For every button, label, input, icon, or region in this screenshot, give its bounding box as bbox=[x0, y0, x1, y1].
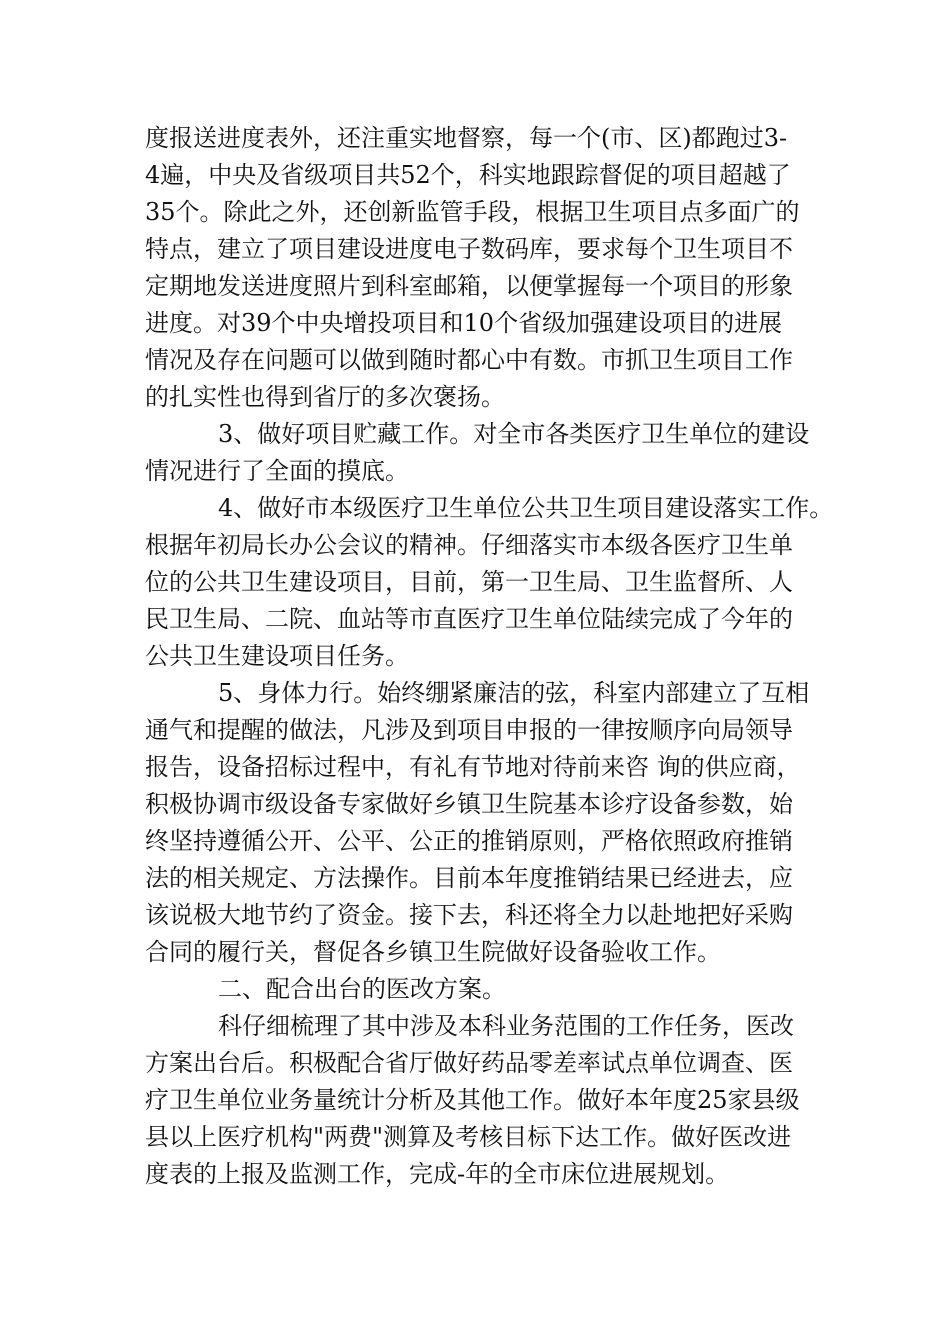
paragraph-start-line: 科仔细梳理了其中涉及本科业务范围的工作任务，医改 bbox=[218, 1012, 794, 1040]
text-line: 定期地发送进度照片到科室邮箱，以便掌握每一个项目的形象 bbox=[145, 272, 793, 300]
text-line: 进度。对39个中央增投项目和10个省级加强建设项目的进展 bbox=[145, 309, 783, 337]
section-heading: 二、配合出台的医改方案。 bbox=[218, 975, 506, 1003]
text-line: 度报送进度表外，还注重实地督察，每一个(市、区)都跑过3- bbox=[145, 124, 788, 152]
text-line: 民卫生局、二院、血站等市直医疗卫生单位陆续完成了今年的 bbox=[145, 605, 793, 633]
text-line: 特点，建立了项目建设进度电子数码库，要求每个卫生项目不 bbox=[145, 235, 793, 263]
text-line: 公共卫生建设项目任务。 bbox=[145, 642, 409, 670]
text-line: 情况进行了全面的摸底。 bbox=[145, 457, 409, 485]
text-line: 终坚持遵循公开、公平、公正的推销原则，严格依照政府推销 bbox=[145, 827, 793, 855]
text-line: 法的相关规定、方法操作。目前本年度推销结果已经进去，应 bbox=[145, 864, 793, 892]
text-line: 该说极大地节约了资金。接下去，科还将全力以赴地把好采购 bbox=[145, 901, 793, 929]
text-line: 合同的履行关，督促各乡镇卫生院做好设备验收工作。 bbox=[145, 938, 721, 966]
text-line: 35个。除此之外，还创新监管手段，根据卫生项目点多面广的 bbox=[145, 198, 800, 226]
text-line: 疗卫生单位业务量统计分析及其他工作。做好本年度25家县级 bbox=[145, 1086, 800, 1114]
text-line: 根据年初局长办公会议的精神。仔细落实市本级各医疗卫生单 bbox=[145, 531, 793, 559]
text-line: 4遍，中央及省级项目共52个，科实地跟踪督促的项目超越了 bbox=[145, 161, 791, 189]
text-line: 的扎实性也得到省厅的多次褒扬。 bbox=[145, 383, 505, 411]
paragraph-start-line: 4、做好市本级医疗卫生单位公共卫生项目建设落实工作。 bbox=[218, 494, 834, 522]
text-line: 方案出台后。积极配合省厅做好药品零差率试点单位调查、医 bbox=[145, 1049, 793, 1077]
text-line: 积极协调市级设备专家做好乡镇卫生院基本诊疗设备参数，始 bbox=[145, 790, 793, 818]
text-line: 度表的上报及监测工作，完成-年的全市床位进展规划。 bbox=[145, 1160, 730, 1188]
paragraph-start-line: 5、身体力行。始终绷紧廉洁的弦，科室内部建立了互相 bbox=[218, 679, 810, 707]
text-line: 位的公共卫生建设项目，目前，第一卫生局、卫生监督所、人 bbox=[145, 568, 793, 596]
text-line: 县以上医疗机构"两费"测算及考核目标下达工作。做好医改进 bbox=[145, 1123, 792, 1151]
text-line: 报告，设备招标过程中，有礼有节地对待前来咨 询的供应商， bbox=[145, 753, 801, 781]
paragraph-start-line: 3、做好项目贮藏工作。对全市各类医疗卫生单位的建设 bbox=[218, 420, 810, 448]
text-line: 通气和提醒的做法，凡涉及到项目申报的一律按顺序向局领导 bbox=[145, 716, 793, 744]
text-line: 情况及存在问题可以做到随时都心中有数。市抓卫生项目工作 bbox=[145, 346, 793, 374]
